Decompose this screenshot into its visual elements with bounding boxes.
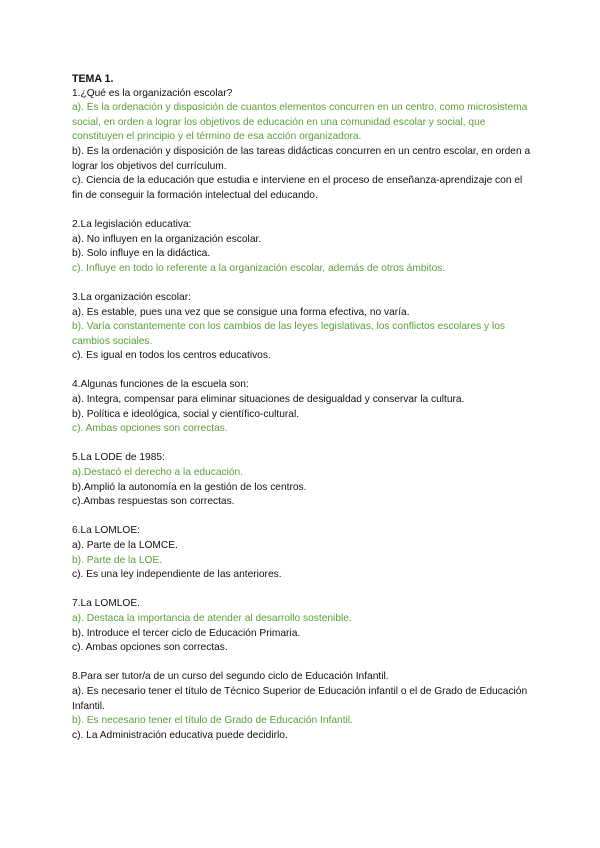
answer-option: c). Ciencia de la educación que estudia e interviene en el proceso de enseñanza-aprendizaje con el fin de conseguir la formación intelectual del educando. bbox=[72, 175, 523, 201]
answer-option: c). La Administración educativa puede decidirlo. bbox=[72, 729, 288, 741]
answer-option-correct: b). Varía constantemente con los cambios de las leyes legislativas, los conflictos escolares y los cambios sociales. bbox=[72, 321, 505, 347]
answer-option: a). Parte de la LOMCE. bbox=[72, 540, 178, 551]
answer-option: c).Ambas respuestas son correctas. bbox=[72, 496, 235, 508]
question-text: 1.¿Qué es la organización escolar? bbox=[72, 87, 233, 99]
document-content bbox=[72, 72, 532, 758]
question-text: 3.La organización escolar: bbox=[72, 291, 191, 303]
question-block bbox=[72, 670, 532, 743]
question-block bbox=[72, 451, 532, 509]
answer-option: b). Introduce el tercer ciclo de Educación Primaria. bbox=[72, 627, 301, 639]
answer-option: c). Es una ley independiente de las anteriores. bbox=[72, 569, 282, 581]
question-text: 7.La LOMLOE. bbox=[72, 598, 140, 610]
answer-option-correct: a). Es la ordenación y disposición de cuantos elementos concurren en un centro, como microsistema social, en orden a lograr los objetivos de educación en una comunidad escolar y social, que constituyen el principio y el término de esa acción organizadora. bbox=[72, 102, 528, 143]
answer-option-correct: a).Destacó el derecho a la educación. bbox=[72, 467, 244, 479]
question-text: 5.La LODE de 1985: bbox=[72, 452, 165, 464]
answer-option: c). Es igual en todos los centros educativos. bbox=[72, 350, 271, 362]
question-text: 2.La legislación educativa: bbox=[72, 218, 192, 230]
question-block bbox=[72, 87, 532, 204]
answer-option-correct: c). Ambas opciones son correctas. bbox=[72, 423, 228, 435]
answer-option: a). Es necesario tener el título de Técnico Superior de Educación infantil o el de Grado de Educación Infantil. bbox=[72, 685, 528, 712]
question-text: 8.Para ser tutor/a de un curso del segundo ciclo de Educación Infantil. bbox=[72, 671, 389, 683]
question-block bbox=[72, 378, 532, 436]
question-text: 4.Algunas funciones de la escuela son: bbox=[72, 379, 249, 391]
question-text: 6.La LOMLOE: bbox=[72, 525, 140, 537]
question-block bbox=[72, 291, 532, 364]
answer-option: b).Amplió la autonomía en la gestión de los centros. bbox=[72, 481, 307, 493]
question-block bbox=[72, 597, 532, 655]
answer-option: a). Integra, compensar para eliminar situaciones de desigualdad y conservar la cultura. bbox=[72, 394, 465, 406]
answer-option-correct: a). Destaca la importancia de atender al desarrollo sostenible. bbox=[72, 612, 352, 624]
answer-option: a). Es estable, pues una vez que se consigue una forma efectiva, no varía. bbox=[72, 306, 410, 318]
question-list bbox=[72, 87, 532, 744]
answer-option: b). Solo influye en la didáctica. bbox=[72, 248, 211, 260]
answer-option-correct: c). Influye en todo lo referente a la organización escolar, además de otros ámbitos. bbox=[72, 262, 446, 274]
question-block bbox=[72, 218, 532, 276]
answer-option: b). Política e ideológica, social y científico-cultural. bbox=[72, 408, 300, 420]
answer-option: b). Es la ordenación y disposición de las tareas didácticas concurren en un centro escolar, en orden a lograr los objetivos del currículum. bbox=[72, 145, 531, 172]
question-block bbox=[72, 524, 532, 582]
answer-option-correct: b). Es necesario tener el título de Grado de Educación Infantil. bbox=[72, 715, 353, 727]
answer-option-correct: b). Parte de la LOE. bbox=[72, 554, 163, 566]
answer-option: a). No influyen en la organización escolar. bbox=[72, 233, 262, 245]
document-title: TEMA 1. bbox=[72, 73, 114, 85]
answer-option: c). Ambas opciones son correctas. bbox=[72, 642, 228, 654]
